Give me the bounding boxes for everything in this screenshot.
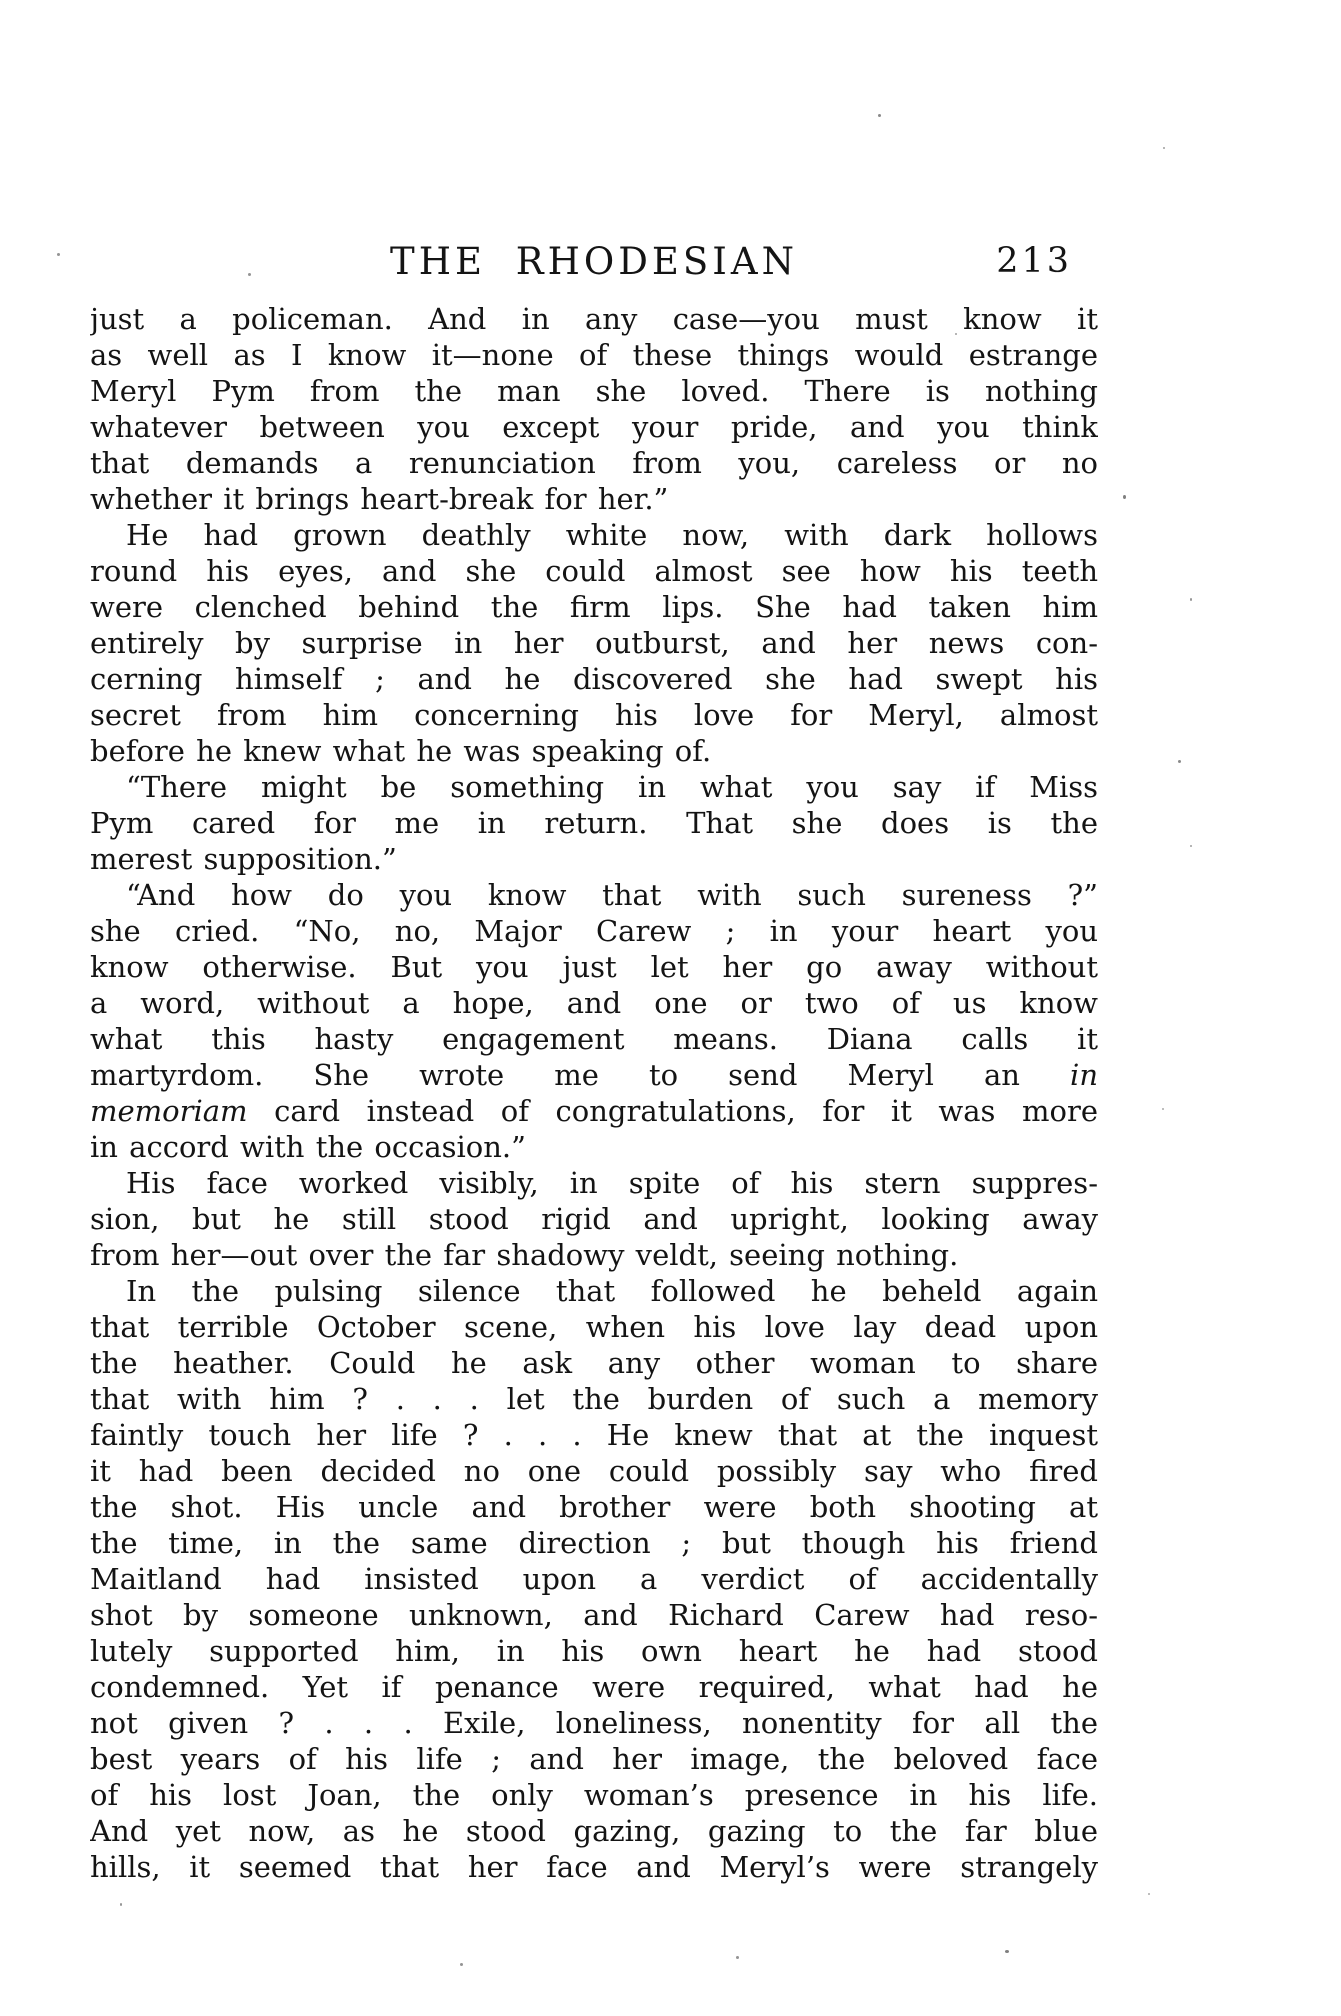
text-line xyxy=(90,1417,1098,1453)
text-segment: merest supposition.” xyxy=(90,842,397,876)
scan-speck xyxy=(460,1963,463,1966)
text-line xyxy=(90,769,1098,805)
text-segment: round his eyes, and she could almost see how his teeth xyxy=(90,554,1098,588)
text-line xyxy=(90,589,1098,625)
text-line xyxy=(90,445,1098,481)
text-line xyxy=(90,733,1098,769)
text-segment: whatever between you except your pride, and you think xyxy=(90,410,1098,444)
page-number: 213 xyxy=(996,241,1072,281)
text-line xyxy=(90,373,1098,409)
text-line xyxy=(90,1597,1098,1633)
text-segment: sion, but he still stood rigid and upright, looking away xyxy=(90,1202,1098,1236)
text-segment: best years of his life ; and her image, the beloved face xyxy=(90,1742,1098,1776)
text-segment: card instead of congratulations, for it was more xyxy=(247,1094,1098,1128)
text-line xyxy=(90,661,1098,697)
text-line xyxy=(90,553,1098,589)
text-segment: were clenched behind the firm lips. She had taken him xyxy=(90,590,1098,624)
text-line xyxy=(90,1633,1098,1669)
text-segment: faintly touch her life ? . . . He knew that at the inquest xyxy=(90,1418,1098,1452)
body-text xyxy=(90,301,1098,1885)
text-segment: not given ? . . . Exile, loneliness, nonentity for all the xyxy=(90,1706,1098,1740)
text-segment: hills, it seemed that her face and Meryl’s were strangely xyxy=(90,1850,1098,1884)
text-line xyxy=(90,1237,1098,1273)
text-segment: it had been decided no one could possibly say who fired xyxy=(90,1454,1098,1488)
text-segment: “And how do you know that with such sureness ?” xyxy=(126,878,1098,912)
text-segment: cerning himself ; and he discovered she had swept his xyxy=(90,662,1098,696)
paragraph xyxy=(90,517,1098,769)
text-segment: entirely by surprise in her outburst, and her news con- xyxy=(90,626,1098,660)
scan-speck xyxy=(1190,598,1192,601)
text-line xyxy=(90,1165,1098,1201)
text-segment: what this hasty engagement means. Diana calls it xyxy=(90,1022,1098,1056)
text-line xyxy=(90,1525,1098,1561)
text-segment: lutely supported him, in his own heart he had stood xyxy=(90,1634,1098,1668)
text-segment: In the pulsing silence that followed he beheld again xyxy=(126,1274,1098,1308)
text-segment: that with him ? . . . let the burden of such a memory xyxy=(90,1382,1098,1416)
scan-speck xyxy=(736,1956,739,1959)
text-line xyxy=(90,985,1098,1021)
text-segment: that demands a renunciation from you, careless or no xyxy=(90,446,1098,480)
scan-speck xyxy=(57,253,60,256)
scan-speck xyxy=(955,333,957,335)
text-line xyxy=(90,301,1098,337)
scan-speck xyxy=(1123,495,1126,499)
text-segment: as well as I know it—none of these things would estrange xyxy=(90,338,1098,372)
page-title: THE RHODESIAN xyxy=(390,240,798,283)
text-line xyxy=(90,481,1098,517)
text-line xyxy=(90,805,1098,841)
text-segment: the shot. His uncle and brother were both shooting at xyxy=(90,1490,1098,1524)
text-line xyxy=(90,1309,1098,1345)
scan-speck xyxy=(1190,845,1192,847)
text-segment: His face worked visibly, in spite of his stern suppres- xyxy=(126,1166,1098,1200)
paragraph xyxy=(90,301,1098,517)
text-line xyxy=(90,1705,1098,1741)
paragraph xyxy=(90,1273,1098,1885)
text-line xyxy=(90,949,1098,985)
text-line xyxy=(90,1093,1098,1129)
text-segment: shot by someone unknown, and Richard Carew had reso- xyxy=(90,1598,1098,1632)
text-segment: from her—out over the far shadowy veldt, seeing nothing. xyxy=(90,1238,959,1272)
text-line xyxy=(90,1561,1098,1597)
text-segment: Maitland had insisted upon a verdict of accidentally xyxy=(90,1562,1098,1596)
text-segment: And yet now, as he stood gazing, gazing to the far blue xyxy=(90,1814,1098,1848)
text-line xyxy=(90,517,1098,553)
scan-speck xyxy=(1162,1108,1164,1110)
text-segment: He had grown deathly white now, with dark hollows xyxy=(126,518,1098,552)
scan-speck xyxy=(1148,1893,1150,1895)
scan-speck xyxy=(1005,1950,1009,1953)
text-segment: whether it brings heart-break for her.” xyxy=(90,482,669,516)
text-line xyxy=(90,1021,1098,1057)
text-line xyxy=(90,337,1098,373)
paragraph xyxy=(90,769,1098,877)
scan-speck xyxy=(120,1903,122,1906)
text-line xyxy=(90,1345,1098,1381)
text-segment: in accord with the occasion.” xyxy=(90,1130,526,1164)
text-line xyxy=(90,1741,1098,1777)
scan-speck xyxy=(1178,760,1181,763)
text-line xyxy=(90,1201,1098,1237)
text-line xyxy=(90,1381,1098,1417)
italic-text: in xyxy=(1070,1058,1098,1092)
text-segment: Meryl Pym from the man she loved. There is nothing xyxy=(90,374,1098,408)
text-line xyxy=(90,1489,1098,1525)
text-line xyxy=(90,697,1098,733)
text-line xyxy=(90,1273,1098,1309)
text-segment: condemned. Yet if penance were required, what had he xyxy=(90,1670,1098,1704)
italic-text: memoriam xyxy=(90,1094,248,1128)
text-segment: martyrdom. She wrote me to send Meryl an xyxy=(90,1058,1071,1092)
text-line xyxy=(90,409,1098,445)
text-line xyxy=(90,1849,1098,1885)
scan-speck xyxy=(248,273,251,276)
text-segment: the heather. Could he ask any other woman to share xyxy=(90,1346,1098,1380)
text-segment: Pym cared for me in return. That she does is the xyxy=(90,806,1098,840)
page-header xyxy=(90,240,1098,290)
scan-speck xyxy=(1163,147,1165,149)
scan-speck xyxy=(878,114,881,117)
text-segment: “There might be something in what you say if Miss xyxy=(126,770,1098,804)
text-segment: a word, without a hope, and one or two of us know xyxy=(90,986,1098,1020)
text-segment: secret from him concerning his love for Meryl, almost xyxy=(90,698,1098,732)
text-segment: of his lost Joan, the only woman’s presence in his life. xyxy=(90,1778,1098,1812)
text-line xyxy=(90,841,1098,877)
text-line xyxy=(90,625,1098,661)
text-line xyxy=(90,1777,1098,1813)
text-segment: she cried. “No, no, Major Carew ; in your heart you xyxy=(90,914,1098,948)
paragraph xyxy=(90,877,1098,1165)
text-segment: just a policeman. And in any case—you must know it xyxy=(90,302,1098,336)
text-segment: before he knew what he was speaking of. xyxy=(90,734,712,768)
text-line xyxy=(90,1453,1098,1489)
text-segment: know otherwise. But you just let her go away without xyxy=(90,950,1098,984)
text-line xyxy=(90,1129,1098,1165)
text-line xyxy=(90,877,1098,913)
text-line xyxy=(90,1813,1098,1849)
text-segment: the time, in the same direction ; but though his friend xyxy=(90,1526,1098,1560)
paragraph xyxy=(90,1165,1098,1273)
text-segment: that terrible October scene, when his love lay dead upon xyxy=(90,1310,1098,1344)
text-line xyxy=(90,1669,1098,1705)
text-line xyxy=(90,913,1098,949)
text-line xyxy=(90,1057,1098,1093)
